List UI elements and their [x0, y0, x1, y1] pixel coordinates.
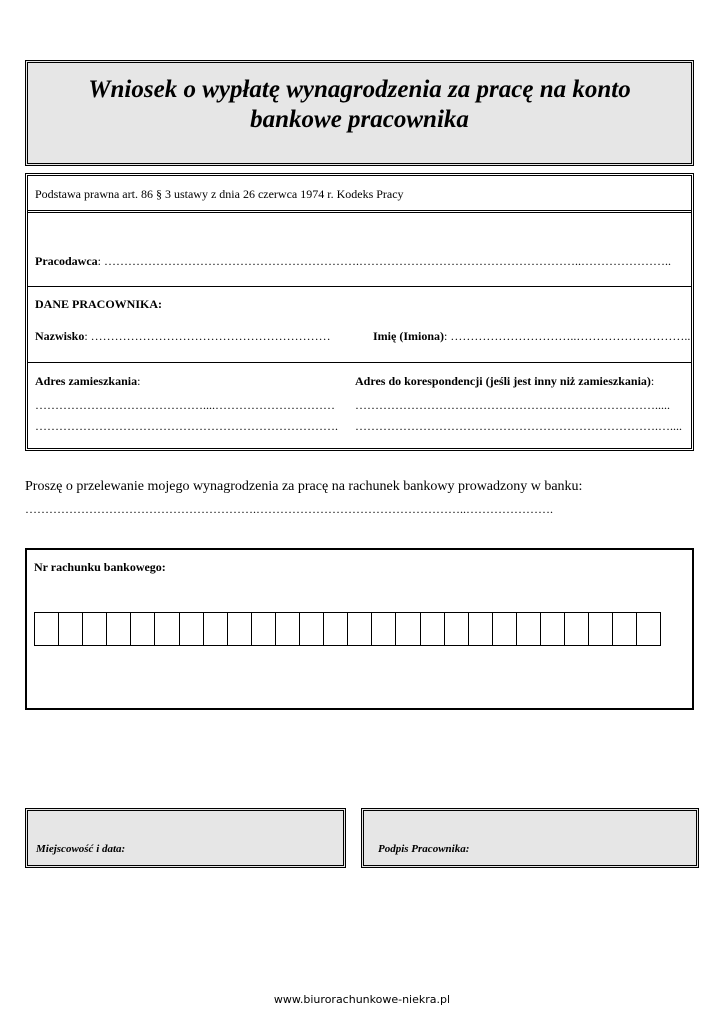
employer-row [28, 210, 691, 288]
first-name-dots: : …………………………..……………………….. [444, 329, 691, 343]
signature-box[interactable] [361, 808, 699, 868]
residence-address-colon: : [137, 374, 141, 388]
account-digit-cell[interactable] [540, 612, 565, 646]
residence-address-line-2[interactable]: …………………………………………………………………. [35, 419, 338, 433]
account-digit-cell[interactable] [323, 612, 348, 646]
account-digit-cell[interactable] [58, 612, 83, 646]
account-digit-cell[interactable] [395, 612, 420, 646]
account-digit-cell[interactable] [420, 612, 445, 646]
account-digit-cell[interactable] [492, 612, 517, 646]
legal-basis-row [28, 176, 691, 210]
account-digit-cell[interactable] [588, 612, 613, 646]
surname-field[interactable] [35, 329, 331, 343]
account-digit-cell[interactable] [371, 612, 396, 646]
correspondence-address-colon: : [650, 374, 655, 388]
correspondence-address-line-2[interactable]: ………………………………………………………………….….... [355, 419, 682, 433]
account-digit-cell[interactable] [564, 612, 589, 646]
account-digit-cell[interactable] [227, 612, 252, 646]
first-name-label: Imię (Imiona) [373, 329, 444, 343]
account-digit-cell[interactable] [106, 612, 131, 646]
account-digit-cell[interactable] [299, 612, 324, 646]
employer-dots: : ……………………………………………………….………………………………………………..………………….. [97, 254, 671, 268]
employee-data-row [28, 286, 691, 362]
account-digit-cell[interactable] [468, 612, 493, 646]
residence-address-label-wrap [35, 374, 140, 388]
correspondence-address-label-wrap [355, 374, 654, 388]
employee-heading: DANE PRACOWNIKA: [35, 297, 162, 311]
surname-dots: : …………………………………………………… [84, 329, 331, 343]
account-box [25, 548, 694, 710]
account-digit-cell[interactable] [612, 612, 637, 646]
account-digit-cell[interactable] [179, 612, 204, 646]
signature-label: Podpis Pracownika: [378, 843, 470, 855]
correspondence-address-line-1[interactable]: …………………………………………………………………..... [355, 398, 670, 412]
account-digit-cell[interactable] [251, 612, 276, 646]
title-box [25, 60, 694, 166]
bank-name-field[interactable]: ………………………………………………….……………………………………………..…………………. [25, 502, 553, 516]
account-digit-cell[interactable] [130, 612, 155, 646]
account-digit-cell[interactable] [203, 612, 228, 646]
legal-basis: Podstawa prawna art. 86 § 3 ustawy z dnia 26 czerwca 1974 r. Kodeks Pracy [35, 187, 404, 201]
account-digit-cell[interactable] [444, 612, 469, 646]
request-block [25, 476, 705, 520]
account-digit-cell[interactable] [34, 612, 59, 646]
form-title: Wniosek o wypłatę wynagrodzenia za pracę na konto bankowe pracownika [88, 76, 631, 133]
address-row [28, 362, 691, 448]
surname-label: Nazwisko [35, 329, 85, 343]
account-label: Nr rachunku bankowego: [34, 560, 166, 574]
account-digit-cell[interactable] [516, 612, 541, 646]
account-digit-cell[interactable] [275, 612, 300, 646]
correspondence-address-label: Adres do korespondencji (jeśli jest inny niż zamieszkania) [355, 374, 651, 388]
account-digit-cell[interactable] [82, 612, 107, 646]
account-digit-cell[interactable] [636, 612, 661, 646]
form-box [25, 173, 694, 451]
place-date-box[interactable] [25, 808, 346, 868]
place-date-label: Miejscowość i data: [36, 843, 126, 855]
residence-address-label: Adres zamieszkania [35, 374, 138, 388]
employer-label: Pracodawca [35, 254, 98, 268]
account-digit-cell[interactable] [154, 612, 179, 646]
employer-field[interactable] [35, 254, 685, 268]
account-number-grid [34, 612, 661, 646]
request-text: Proszę o przelewanie mojego wynagrodzenia za pracę na rachunek bankowy prowadzony w banku: [25, 479, 583, 494]
first-name-field[interactable] [373, 329, 690, 343]
footer-url: www.biurorachunkowe-niekra.pl [273, 993, 451, 1006]
residence-address-line-1[interactable]: ……………………………………....………………………… [35, 398, 335, 412]
account-digit-cell[interactable] [347, 612, 372, 646]
